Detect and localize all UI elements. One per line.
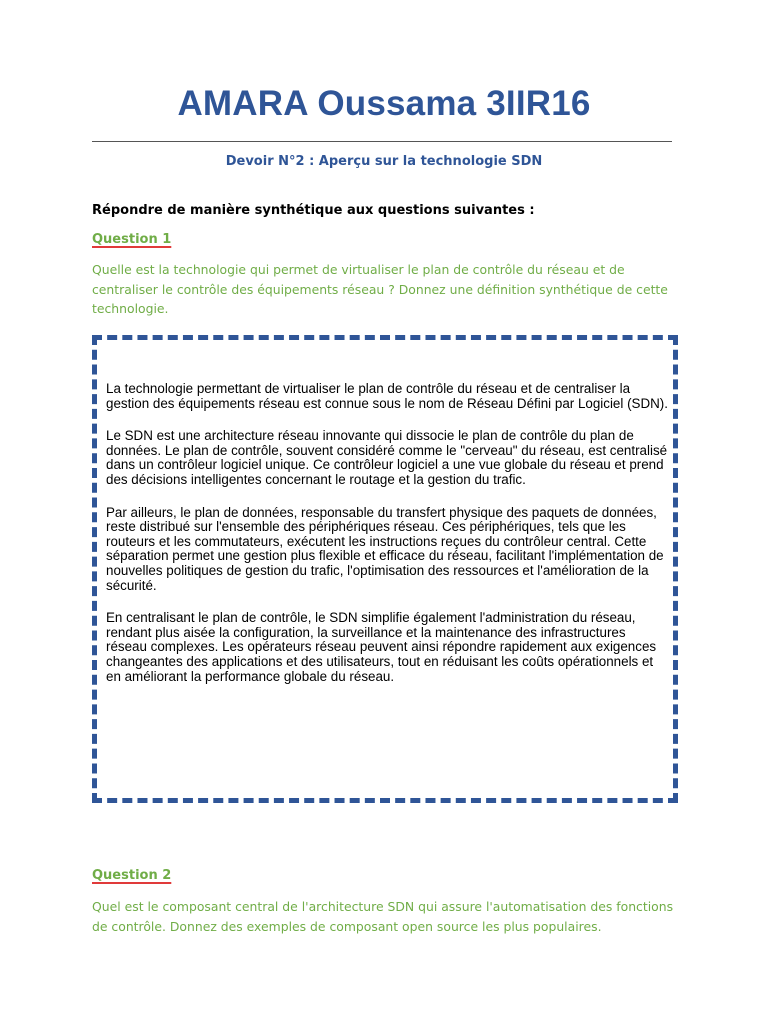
question-1-heading: Question 1 bbox=[92, 232, 172, 247]
answer-paragraph: Le SDN est une architecture réseau innovante qui dissocie le plan de contrôle du plan de données. Le plan de contrôle, souvent considéré comme le "cerveau" du réseau, est centralisé dans un contrôleur logiciel unique. Ce contrôleur logiciel a une vue globale du réseau et prend des décisions intelligentes concernant le routage et la gestion du trafic. bbox=[106, 428, 668, 487]
instruction-text: Répondre de manière synthétique aux questions suivantes : bbox=[92, 203, 535, 218]
title-divider bbox=[92, 141, 672, 142]
answer-paragraph: La technologie permettant de virtualiser le plan de contrôle du réseau et de centraliser la gestion des équipements réseau est connue sous le nom de Réseau Défini par Logiciel (SDN). bbox=[106, 381, 668, 411]
question-2-heading: Question 2 bbox=[92, 868, 172, 883]
document-title: AMARA Oussama 3IIR16 bbox=[177, 84, 591, 123]
answer-paragraph: Par ailleurs, le plan de données, responsable du transfert physique des paquets de données, reste distribué sur l'ensemble des périphériques réseau. Ces périphériques, tels que les routeurs et les commutateurs, exécutent les instructions reçues du contrôleur central. Cette séparation permet une gestion plus flexible et efficace du réseau, facilitant l'implémentation de nouvelles politiques de gestion du trafic, l'optimisation des ressources et l'amélioration de la sécurité. bbox=[106, 504, 664, 593]
answer-paragraph: En centralisant le plan de contrôle, le SDN simplifie également l'administration du réseau, rendant plus aisée la configuration, la surveillance et la maintenance des infrastructures réseau complexes. Les opérateurs réseau peuvent ainsi répondre rapidement aux exigences changeantes des applications et des utilisateurs, tout en réduisant les coûts opérationnels et en améliorant la performance globale du réseau. bbox=[106, 610, 657, 684]
answer-text-area[interactable] bbox=[106, 382, 670, 702]
document-subtitle: Devoir N°2 : Aperçu sur la technologie SDN bbox=[225, 154, 543, 169]
question-1-text: Quelle est la technologie qui permet de virtualiser le plan de contrôle du réseau et de centraliser le contrôle des équipements réseau ? Donnez une définition synthétique de cette technologie. bbox=[92, 262, 668, 316]
answer-box bbox=[92, 335, 678, 803]
question-2-text: Quel est le composant central de l'architecture SDN qui assure l'automatisation des fonctions de contrôle. Donnez des exemples de composant open source les plus populaires. bbox=[92, 899, 674, 934]
